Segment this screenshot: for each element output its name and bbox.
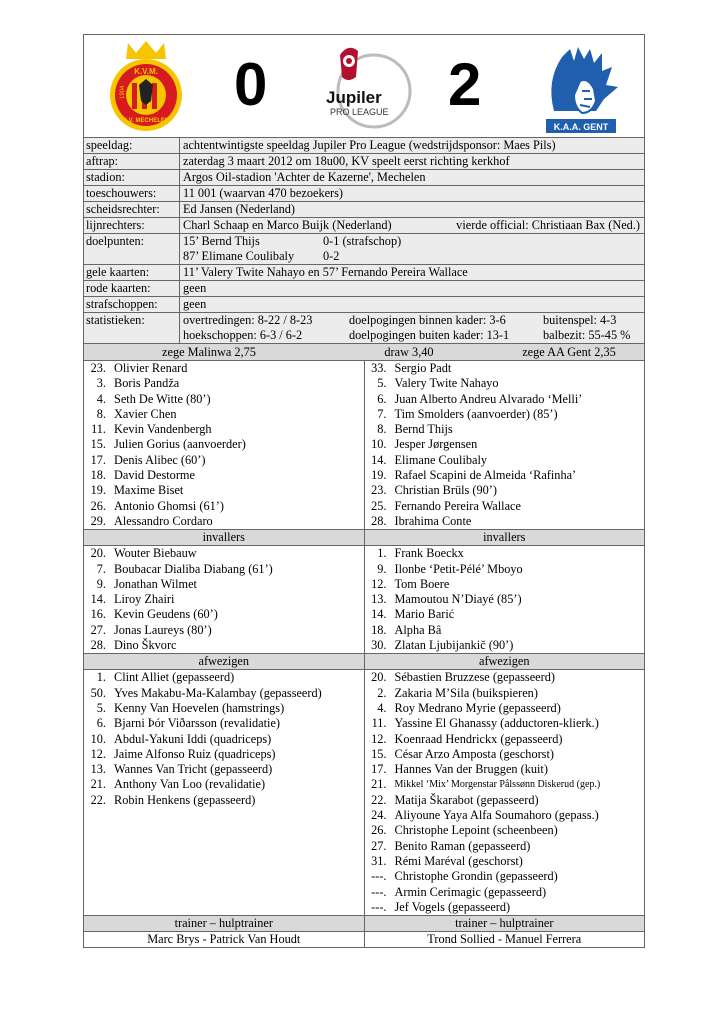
stat: buitenspel: 4-3: [543, 313, 617, 327]
info-value: Argos Oil-stadion 'Achter de Kazerne', Mechelen: [183, 170, 426, 184]
svg-text:K.V.M.: K.V.M.: [134, 67, 158, 76]
player-row: [365, 793, 645, 808]
player-row: [84, 407, 364, 422]
player-name: Rafael Scapini de Almeida ‘Rafinha’: [394, 468, 577, 483]
player-row: [84, 607, 364, 622]
goals-list: [180, 234, 644, 264]
info-value: geen: [183, 281, 207, 295]
player-name: Sergio Padt: [394, 361, 452, 375]
player-name: Tom Boere: [394, 576, 450, 591]
absent-header: [83, 654, 645, 670]
player-number: 11.: [91, 422, 106, 437]
info-label: doelpunten:: [84, 234, 180, 264]
info-value: Ed Jansen (Nederland): [183, 202, 295, 216]
info-label: scheidsrechter:: [84, 202, 180, 217]
match-sheet: [83, 34, 645, 948]
subs-header: [83, 530, 645, 546]
score-header: [83, 34, 645, 138]
player-row: [84, 793, 364, 808]
player-number: 16.: [90, 607, 106, 622]
player-name: Jef Vogels (gepasseerd): [394, 899, 511, 914]
player-number: 20.: [371, 670, 387, 685]
player-name: Zlatan Ljubijankič (90’): [394, 638, 514, 653]
goal-score: 0-1 (strafschop): [323, 234, 402, 248]
player-row: [365, 701, 645, 716]
home-score: 0: [234, 51, 268, 118]
player-row: [365, 686, 645, 701]
svg-text:Jupiler: Jupiler: [326, 88, 382, 107]
player-name: Tim Smolders (aanvoerder) (85’): [394, 406, 558, 421]
player-name: Anthony Van Loo (revalidatie): [114, 777, 266, 792]
player-number: 50.: [90, 685, 106, 700]
info-row: [84, 186, 644, 202]
kaa-gent-logo: [536, 41, 626, 137]
player-name: Fernando Pereira Wallace: [394, 498, 521, 513]
penalties-row: [84, 297, 644, 313]
player-row: [365, 562, 645, 577]
player-name: Xavier Chen: [114, 406, 177, 421]
stat: doelpogingen binnen kader: 3-6: [349, 313, 506, 327]
linesmen-names: Charl Schaap en Marco Buijk (Nederland): [183, 218, 392, 232]
info-value: zaterdag 3 maart 2012 om 18u00, KV speelt eerst richting kerkhof: [183, 154, 510, 168]
player-name: Hannes Van der Bruggen (kuit): [394, 762, 548, 777]
trainer-title-away: trainer – hulptrainer: [455, 916, 554, 931]
player-number: ---.: [371, 884, 387, 899]
player-name: Julien Gorius (aanvoerder): [114, 437, 246, 452]
player-row: [365, 623, 645, 638]
player-number: 17.: [371, 762, 387, 777]
player-number: 10.: [90, 731, 106, 746]
player-number: 15.: [371, 746, 387, 761]
player-name: Yassine El Ghanassy (adductoren-klierk.): [394, 716, 599, 731]
info-row: [84, 202, 644, 218]
player-name: Jaime Alfonso Ruiz (quadriceps): [114, 746, 276, 761]
player-row: [365, 747, 645, 762]
lineups: [83, 361, 645, 530]
player-row: [365, 514, 645, 529]
subs-away: [365, 546, 645, 653]
player-number: 22.: [371, 792, 387, 807]
player-row: [365, 546, 645, 561]
player-row: [84, 577, 364, 592]
goal-scorer: 15’ Bernd Thijs: [183, 234, 260, 248]
player-row: [365, 808, 645, 823]
player-number: 8.: [96, 406, 106, 421]
info-label: aftrap:: [84, 154, 180, 169]
player-name: Armin Cerimagic (gepasseerd): [394, 884, 547, 899]
player-number: 23.: [90, 361, 106, 375]
player-row: [365, 854, 645, 869]
player-row: [365, 885, 645, 900]
info-label: rode kaarten:: [84, 281, 180, 296]
player-number: 17.: [90, 452, 106, 467]
player-name: Juan Alberto Andreu Alvarado ‘Melli’: [394, 391, 583, 406]
absent-title-away: afwezigen: [478, 654, 530, 669]
player-name: Bjarni Þór Viðarsson (revalidatie): [114, 716, 281, 731]
player-row: [365, 361, 645, 376]
player-number: 22.: [90, 792, 106, 807]
player-number: 8.: [377, 422, 387, 437]
away-score: 2: [448, 51, 482, 118]
player-number: 6.: [377, 391, 387, 406]
player-number: 1.: [377, 546, 387, 561]
subs-home: [84, 546, 365, 653]
player-name: Yves Makabu-Ma-Kalambay (gepasseerd): [114, 685, 322, 700]
player-number: 2.: [377, 685, 387, 700]
info-value: 11 001 (waarvan 470 bezoekers): [183, 186, 344, 200]
player-number: 1.: [96, 670, 106, 685]
odds-away: zege AA Gent 2,35: [522, 345, 616, 359]
player-row: [365, 638, 645, 653]
player-row: [365, 869, 645, 884]
info-value: achtentwintigste speeldag Jupiler Pro League (wedstrijdsponsor: Maes Pils): [183, 138, 556, 152]
stat: hoekschoppen: 6-3 / 6-2: [183, 328, 303, 342]
info-label: speeldag:: [84, 138, 180, 153]
stat: balbezit: 55-45 %: [543, 328, 631, 342]
player-row: [84, 716, 364, 731]
player-row: [365, 407, 645, 422]
player-number: 11.: [371, 716, 387, 731]
player-name: Rémi Maréval (geschorst): [394, 853, 523, 868]
player-number: 21.: [90, 777, 106, 792]
player-number: 14.: [371, 452, 387, 467]
player-row: [365, 483, 645, 498]
player-row: [365, 468, 645, 483]
player-row: [365, 777, 645, 792]
player-row: [365, 732, 645, 747]
player-name: Kevin Geudens (60’): [114, 607, 218, 622]
lineup-away: [365, 361, 645, 529]
player-row: [84, 670, 364, 685]
player-name: Dino Škvorc: [114, 638, 177, 653]
player-number: 12.: [371, 576, 387, 591]
betting-odds: [83, 344, 645, 361]
player-row: [365, 823, 645, 838]
trainer-header: [83, 916, 645, 932]
player-name: Mario Barić: [394, 607, 455, 622]
player-number: 15.: [90, 437, 106, 452]
player-row: [84, 514, 364, 529]
player-row: [84, 437, 364, 452]
red-cards-row: [84, 281, 644, 297]
player-name: Liroy Zhairi: [114, 592, 175, 607]
player-row: [84, 422, 364, 437]
goal-score: 0-2: [323, 249, 340, 263]
player-number: 33.: [371, 361, 387, 375]
player-name: Kevin Vandenbergh: [114, 422, 212, 437]
odds-draw: draw 3,40: [384, 345, 434, 359]
player-name: Frank Boeckx: [394, 546, 464, 561]
player-number: 19.: [371, 468, 387, 483]
player-number: 7.: [377, 406, 387, 421]
trainer-away: Trond Sollied - Manuel Ferrera: [427, 932, 582, 947]
player-name: Clint Alliet (gepasseerd): [114, 670, 235, 685]
player-number: 27.: [371, 838, 387, 853]
player-name: Zakaria M’Sila (buikspieren): [394, 685, 538, 700]
player-name: Seth De Witte (80’): [114, 391, 211, 406]
match-info: [83, 138, 645, 344]
player-number: 6.: [96, 716, 106, 731]
trainer-home: Marc Brys - Patrick Van Houdt: [84, 932, 365, 947]
player-row: [84, 747, 364, 762]
player-row: [365, 577, 645, 592]
player-number: 3.: [96, 376, 106, 391]
player-name: Jonathan Wilmet: [114, 576, 197, 591]
player-number: 4.: [377, 700, 387, 715]
player-name: Aliyoune Yaya Alfa Soumahoro (gepass.): [394, 808, 599, 823]
player-name: Sébastien Bruzzese (gepasseerd): [394, 670, 555, 685]
player-number: 28.: [90, 638, 106, 653]
player-name: Elimane Coulibaly: [394, 452, 488, 467]
player-name: Olivier Renard: [114, 361, 188, 375]
info-label: stadion:: [84, 170, 180, 185]
player-number: 29.: [90, 513, 106, 528]
player-row: [84, 483, 364, 498]
svg-text:PRO LEAGUE: PRO LEAGUE: [330, 107, 389, 117]
player-row: [84, 376, 364, 391]
player-number: 4.: [96, 391, 106, 406]
info-label: gele kaarten:: [84, 265, 180, 280]
player-number: 27.: [90, 622, 106, 637]
player-number: 12.: [371, 731, 387, 746]
player-name: Jonas Laureys (80’): [114, 622, 212, 637]
info-value: [180, 218, 644, 233]
player-name: César Arzo Amposta (geschorst): [394, 746, 554, 761]
player-name: Bernd Thijs: [394, 422, 453, 437]
player-number: 30.: [371, 638, 387, 653]
player-number: 18.: [90, 468, 106, 483]
substitutes: [83, 546, 645, 654]
jupiler-pro-league-logo: [318, 41, 414, 131]
yellow-cards-row: [84, 265, 644, 281]
player-row: [84, 777, 364, 792]
player-name: Wouter Biebauw: [114, 546, 197, 561]
stat: doelpogingen buiten kader: 13-1: [349, 328, 510, 342]
player-number: 28.: [371, 513, 387, 528]
player-number: ---.: [371, 899, 387, 914]
player-number: 20.: [90, 546, 106, 561]
info-label: lijnrechters:: [84, 218, 180, 233]
player-number: 31.: [371, 853, 387, 868]
player-number: 26.: [90, 498, 106, 513]
svg-text:K.A.A. GENT: K.A.A. GENT: [553, 122, 609, 132]
linesmen-row: [84, 218, 644, 234]
goals-row: [84, 234, 644, 265]
player-row: [84, 592, 364, 607]
player-row: [84, 453, 364, 468]
player-name: Koenraad Hendrickx (gepasseerd): [394, 731, 563, 746]
info-row: [84, 170, 644, 186]
player-name: Valery Twite Nahayo: [394, 376, 499, 391]
player-row: [365, 453, 645, 468]
player-row: [365, 437, 645, 452]
player-number: 13.: [90, 762, 106, 777]
stat: overtredingen: 8-22 / 8-23: [183, 313, 313, 327]
player-number: 5.: [377, 376, 387, 391]
player-name: Christophe Lepoint (scheenbeen): [394, 823, 558, 838]
player-name: Christian Brüls (90’): [394, 483, 497, 498]
stats-row: [84, 313, 644, 344]
player-name: Alessandro Cordaro: [114, 513, 213, 528]
player-name: Ilonbe ‘Petit-Pélé’ Mboyo: [394, 561, 523, 576]
player-number: 21.: [371, 777, 387, 792]
player-number: 14.: [90, 592, 106, 607]
player-row: [365, 839, 645, 854]
player-name: Benito Raman (gepasseerd): [394, 838, 531, 853]
absent-away: [365, 670, 645, 915]
player-name: Mikkel ‘Mix’ Morgenstar Pålssønn Diskerud (gep.): [394, 779, 601, 791]
svg-text:1904: 1904: [120, 85, 126, 99]
goal-scorer: 87’ Elimane Coulibaly: [183, 249, 295, 263]
absent-title-home: afwezigen: [84, 654, 365, 669]
player-number: 13.: [371, 592, 387, 607]
player-name: Boubacar Dialiba Diabang (61’): [114, 561, 273, 576]
player-number: 19.: [90, 483, 106, 498]
player-number: 18.: [371, 622, 387, 637]
kv-mechelen-logo: [106, 39, 186, 133]
player-number: 24.: [371, 808, 387, 823]
player-name: Christophe Grondin (gepasseerd): [394, 869, 558, 884]
player-name: Antonio Ghomsi (61’): [114, 498, 224, 513]
player-row: [84, 701, 364, 716]
player-row: [365, 716, 645, 731]
fourth-official: vierde official: Christiaan Bax (Ned.): [456, 218, 640, 232]
player-row: [84, 686, 364, 701]
player-row: [84, 546, 364, 561]
svg-text:K.V. MECHELEN: K.V. MECHELEN: [122, 118, 170, 124]
player-name: Wannes Van Tricht (gepasseerd): [114, 762, 273, 777]
player-number: ---.: [371, 869, 387, 884]
subs-title-home: invallers: [84, 530, 365, 545]
player-number: 7.: [96, 561, 106, 576]
player-number: 9.: [377, 561, 387, 576]
player-row: [84, 562, 364, 577]
odds-home: zege Malinwa 2,75: [162, 345, 256, 359]
trainer-title-home: trainer – hulptrainer: [84, 916, 365, 931]
player-row: [365, 607, 645, 622]
player-row: [365, 900, 645, 915]
player-name: Abdul-Yakuni Iddi (quadriceps): [114, 731, 272, 746]
subs-title-away: invallers: [483, 530, 526, 545]
stats-values: [180, 313, 644, 343]
absentees: [83, 670, 645, 916]
player-name: Jesper Jørgensen: [394, 437, 478, 452]
player-name: Ibrahima Conte: [394, 513, 472, 528]
player-number: 12.: [90, 746, 106, 761]
absent-home: [84, 670, 365, 915]
player-row: [84, 732, 364, 747]
info-row: [84, 154, 644, 170]
info-value: geen: [183, 297, 207, 311]
player-row: [84, 638, 364, 653]
player-number: 10.: [371, 437, 387, 452]
player-name: Denis Alibec (60’): [114, 452, 206, 467]
player-row: [84, 623, 364, 638]
player-name: Roy Medrano Myrie (gepasseerd): [394, 700, 561, 715]
info-label: statistieken:: [84, 313, 180, 343]
lineup-home: [84, 361, 365, 529]
player-row: [365, 376, 645, 391]
player-name: David Destorme: [114, 468, 195, 483]
player-name: Robin Henkens (gepasseerd): [114, 792, 256, 807]
player-row: [365, 422, 645, 437]
player-row: [365, 592, 645, 607]
player-number: 23.: [371, 483, 387, 498]
info-row: [84, 138, 644, 154]
player-row: [365, 762, 645, 777]
player-number: 25.: [371, 498, 387, 513]
player-row: [84, 762, 364, 777]
player-row: [365, 392, 645, 407]
player-number: 5.: [96, 700, 106, 715]
player-number: 14.: [371, 607, 387, 622]
player-row: [365, 670, 645, 685]
player-number: 26.: [371, 823, 387, 838]
player-row: [84, 468, 364, 483]
player-row: [365, 499, 645, 514]
player-number: 9.: [96, 576, 106, 591]
player-name: Mamoutou N’Diayé (85’): [394, 592, 522, 607]
info-label: strafschoppen:: [84, 297, 180, 312]
info-value: 11’ Valery Twite Nahayo en 57’ Fernando Pereira Wallace: [183, 265, 468, 279]
info-label: toeschouwers:: [84, 186, 180, 201]
player-row: [84, 499, 364, 514]
player-name: Matija Škarabot (gepasseerd): [394, 792, 539, 807]
player-name: Maxime Biset: [114, 483, 184, 498]
player-row: [84, 392, 364, 407]
player-name: Boris Pandža: [114, 376, 180, 391]
player-row: [84, 361, 364, 376]
player-name: Kenny Van Hoevelen (hamstrings): [114, 700, 285, 715]
player-name: Alpha Bâ: [394, 622, 442, 637]
trainers: [83, 932, 645, 948]
